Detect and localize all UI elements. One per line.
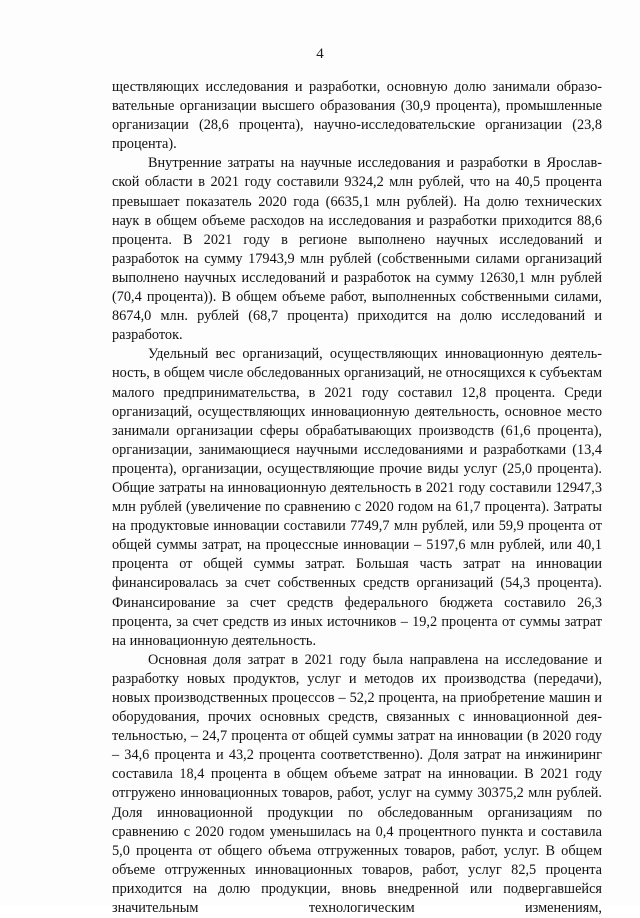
page-number: 4 [316,46,324,62]
paragraph-innovation-costs: Основная доля затрат в 2021 году была направлена на исследование и разработку новых продуктов, услуг и методов их производства (передачи), новых производственных процессов – 52,2 процента, на приобретение машин и оборудования, прочих основных средств, связанных с инновационной деятельностью, – 24,7 процента от общей суммы затрат на инновации (в 2020 году – 34,6 процента и 43,2 процента соответственно). Доля затрат на инжиниринг составила 18,4 процента в общем объеме затрат на инновации. В 2021 году отгружено инновационных товаров, работ, услуг на сумму 30375,2 млн рублей. Доля инновационной продукции по обследованным организациям по сравнению с 2020 годом уменьшилась на 0,4 процентного пункта и составила 5,0 процента от общего объема отгруженных товаров, работ, услуг. В общем объеме отгруженных инновационных товаров, работ, услуг 82,5 процента приходится на долю продукции, вновь внедренной или подвергавшейся значительным технологическим изменениям, [112,651,602,917]
paragraph-rd-expenditure: Внутренние затраты на научные исследования и разработки в Ярославской области в 2021 году составили 9324,2 млн рублей, что на 40,5 процента превышает показатель 2020 года (6635,1 млн рублей). На долю технических наук в общем объеме расходов на исследования и разработки приходится 88,6 процента. В 2021 году в регионе выполнено научных исследований и разработок на сумму 17943,9 млн рублей (собственными силами организаций выполнено научных исследований и разработок на сумму 12630,1 млн рублей (70,4 процента)). В общем объеме работ, выполненных собственными силами, 8674,0 млн. рублей (68,7 процента) приходится на долю исследований и разработок. [112,155,602,344]
body-text [112,78,602,918]
paragraph-innovation-activity: Удельный вес организаций, осуществляющих инновационную деятельность, в общем числе обследованных организаций, не относящихся к субъектам малого предпринимательства, в 2021 году составил 12,8 процента. Среди организаций, осуществляющих инновационную деятельность, основное место занимали организации сферы обрабатывающих производств (61,6 процента), организации, занимающиеся научными исследованиями и разработками (13,4 процента), организации, осуществляющие прочие виды услуг (25,0 процента). Общие затраты на инновационную деятельность в 2021 году составили 12947,3 млн рублей (увеличение по сравнению с 2020 годом на 61,7 процента). Затраты на продуктовые инновации составили 7749,7 млн рублей, или 59,9 процента от общей суммы затрат, на процессные инновации – 5197,6 млн рублей, или 40,1 процента от общей суммы затрат. Большая часть затрат на инновации финансировалась за счет собственных средств организаций (54,3 процента). Финансирование за счет средств федерального бюджета составило 26,3 процента, за счет средств из иных источников – 19,2 процента от суммы затрат на инновационную деятельность. [112,346,602,649]
paragraph-continuation: ществляющих исследования и разработки, основную долю занимали образовательные организации высшего образования (30,9 процента), промышленные организации (28,6 процента), научно-исследовательские организации (23,8 процента). [112,79,602,153]
